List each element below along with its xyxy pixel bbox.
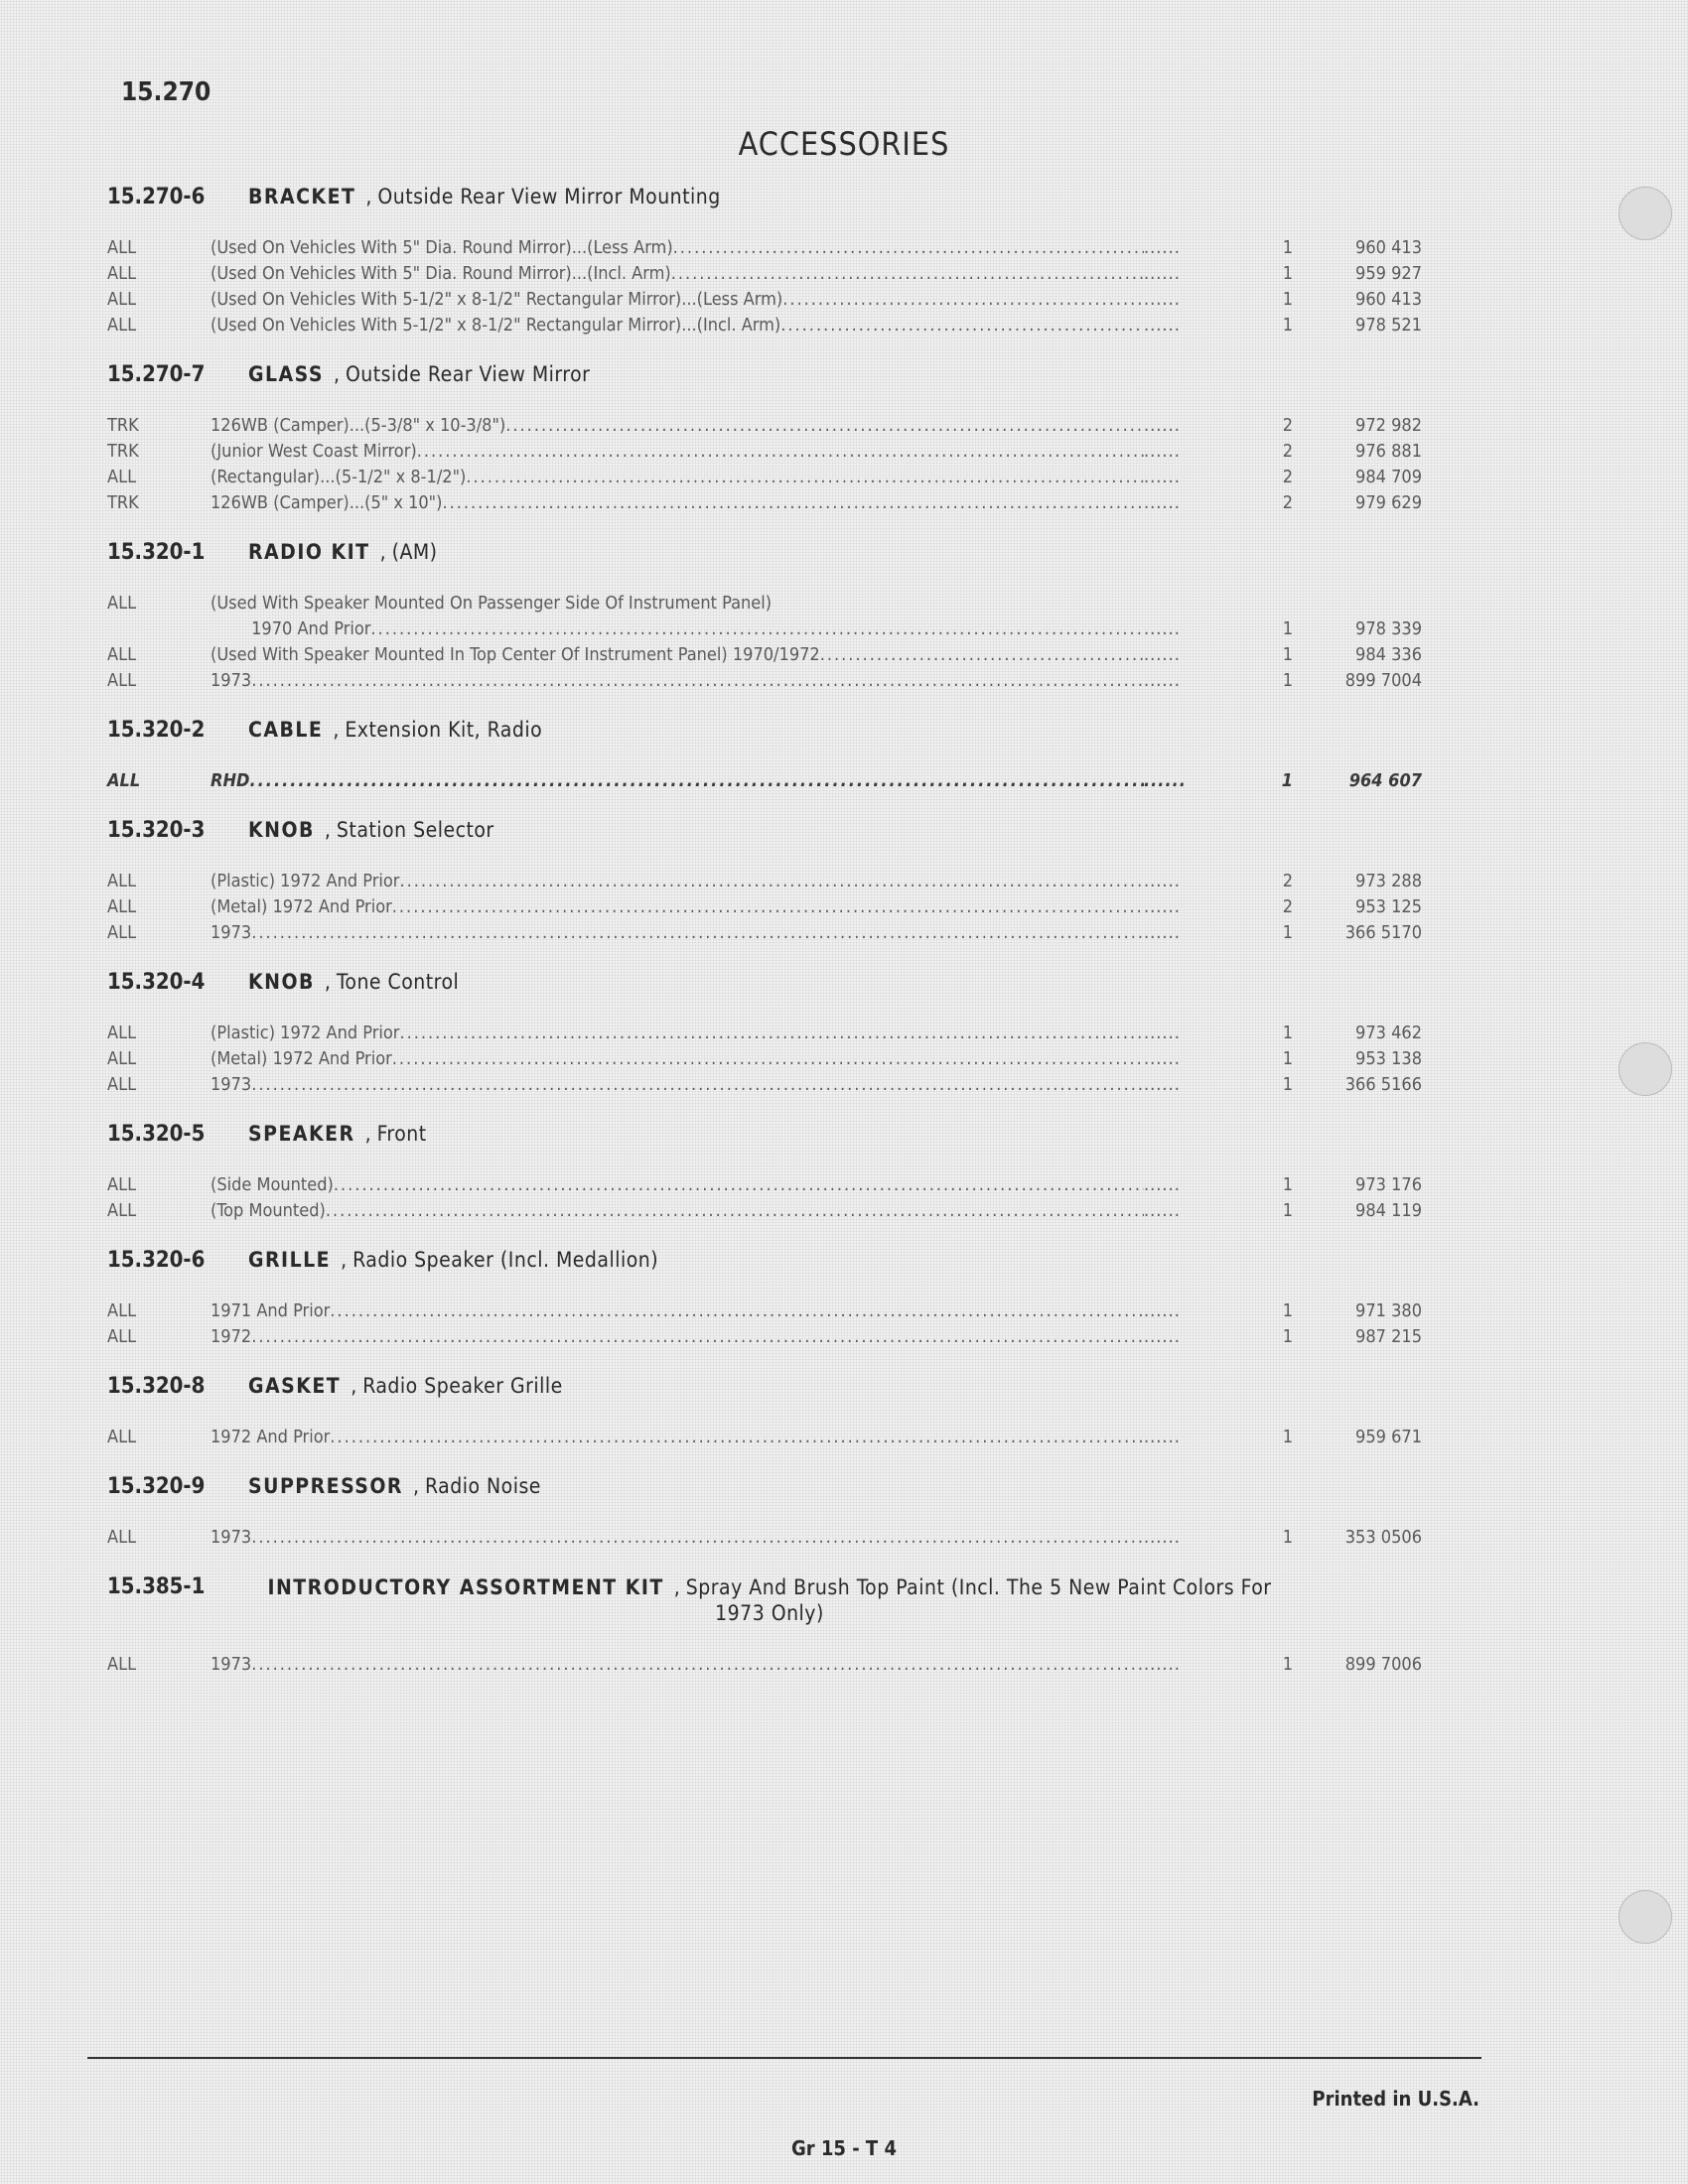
parts-list <box>107 185 1428 1702</box>
usage-text: 1970 And Prior <box>211 618 371 639</box>
dot-column: ...... <box>1144 644 1181 665</box>
usage-text: 1972 <box>211 1326 252 1347</box>
applicability: ALL <box>107 1300 137 1321</box>
usage-text: (Used On Vehicles With 5" Dia. Round Mirror)...(Less Arm) <box>211 237 673 258</box>
dot-leader <box>417 439 1144 465</box>
usage-text: (Plastic) 1972 And Prior <box>211 1023 400 1043</box>
dot-column <box>1144 591 1243 616</box>
usage-text: (Used With Speaker Mounted In Top Center Of Instrument Panel) 1970/1972 <box>211 644 820 665</box>
part-name: GRILLE <box>248 1248 332 1272</box>
usage-text: 126WB (Camper)...(5-3/8" x 10-3/8") <box>211 415 506 436</box>
dot-leader <box>249 768 1144 794</box>
part-name: SUPPRESSOR <box>248 1474 403 1498</box>
part-description: Radio Noise <box>424 1474 541 1498</box>
part-name: KNOB <box>248 970 315 994</box>
dot-column: ...... <box>1144 896 1181 917</box>
section-number: 15.385-1 <box>107 1574 206 1599</box>
dot-leader <box>399 869 1144 894</box>
dot-column: ...... <box>1144 1048 1181 1069</box>
part-row <box>107 869 1428 894</box>
part-usage <box>211 591 1144 616</box>
part-usage <box>211 894 1144 920</box>
part-number: 964 607 <box>1348 770 1422 791</box>
part-row <box>107 768 1428 794</box>
dot-leader <box>671 261 1144 287</box>
section-number: 15.320-5 <box>107 1122 206 1147</box>
dot-leader <box>772 591 1144 616</box>
quantity: 1 <box>1282 644 1293 665</box>
dot-leader <box>330 1298 1144 1324</box>
part-usage <box>211 1324 1144 1350</box>
part-usage <box>211 642 1144 668</box>
section <box>107 1248 1428 1350</box>
applicability: ALL <box>107 467 137 487</box>
part-number: 366 5166 <box>1344 1074 1422 1095</box>
usage-text: (Used On Vehicles With 5-1/2" x 8-1/2" Rectangular Mirror)...(Less Arm) <box>211 289 783 310</box>
applicability <box>107 616 211 642</box>
section-heading: 15.320-3 KNOB , Station Selector <box>107 818 494 843</box>
usage-text: (Side Mounted) <box>211 1174 334 1195</box>
quantity: 2 <box>1282 871 1293 891</box>
part-number: 978 521 <box>1355 315 1422 336</box>
part-number: 959 927 <box>1355 263 1422 284</box>
quantity: 1 <box>1281 770 1293 791</box>
quantity: 1 <box>1282 263 1293 284</box>
part-number: 971 380 <box>1355 1300 1422 1321</box>
quantity <box>1243 591 1293 616</box>
page-number: 15.270 <box>121 77 211 107</box>
section <box>107 185 1428 339</box>
part-usage <box>211 439 1144 465</box>
dot-leader <box>251 1525 1144 1551</box>
applicability: ALL <box>107 1074 137 1095</box>
part-number: 960 413 <box>1355 237 1422 258</box>
section <box>107 818 1428 946</box>
section <box>107 1574 1428 1678</box>
part-number: 899 7004 <box>1344 670 1422 691</box>
dot-leader <box>399 1021 1144 1046</box>
section-number: 15.320-1 <box>107 540 206 565</box>
part-usage <box>211 1172 1144 1198</box>
applicability: ALL <box>107 289 137 310</box>
section <box>107 718 1428 794</box>
applicability: ALL <box>107 1326 137 1347</box>
dot-column: ...... <box>1144 1527 1181 1548</box>
section-number: 15.320-9 <box>107 1474 206 1499</box>
usage-text: 1973 <box>211 1654 252 1675</box>
dot-column: ...... <box>1144 1654 1181 1675</box>
part-usage <box>211 413 1144 439</box>
part-number: 976 881 <box>1355 441 1422 462</box>
applicability: TRK <box>107 492 139 513</box>
part-row <box>107 439 1428 465</box>
quantity: 1 <box>1282 1074 1293 1095</box>
part-name: INTRODUCTORY ASSORTMENT KIT <box>267 1575 664 1599</box>
part-number: 960 413 <box>1355 289 1422 310</box>
quantity: 1 <box>1282 315 1293 336</box>
page-title: ACCESSORIES <box>738 125 950 163</box>
section-heading: 15.320-4 KNOB , Tone Control <box>107 970 460 995</box>
part-usage <box>211 261 1144 287</box>
section-heading: 15.320-1 RADIO KIT , (AM) <box>107 540 438 565</box>
part-number: 899 7006 <box>1344 1654 1422 1675</box>
usage-text: 1972 And Prior <box>211 1427 331 1447</box>
section-heading: 15.320-2 CABLE , Extension Kit, Radio <box>107 718 543 743</box>
part-number: 978 339 <box>1355 618 1422 639</box>
part-description: Extension Kit, Radio <box>345 718 543 742</box>
part-number: 979 629 <box>1355 492 1422 513</box>
dot-leader <box>251 920 1144 946</box>
dot-leader <box>820 642 1144 668</box>
part-number: 984 119 <box>1355 1200 1422 1221</box>
binder-hole-top <box>1618 187 1672 240</box>
part-row <box>107 1021 1428 1046</box>
part-description: Front <box>376 1122 427 1146</box>
printed-in-usa: Printed in U.S.A. <box>1312 2087 1479 2111</box>
part-row <box>107 1324 1428 1350</box>
quantity: 1 <box>1282 237 1293 258</box>
part-usage <box>211 1425 1144 1450</box>
usage-text: (Used On Vehicles With 5" Dia. Round Mirror)...(Incl. Arm) <box>211 263 671 284</box>
dot-leader <box>251 1324 1144 1350</box>
section-number: 15.320-3 <box>107 818 206 843</box>
part-name: GLASS <box>248 362 324 386</box>
applicability: ALL <box>107 1427 137 1447</box>
part-number: 973 288 <box>1355 871 1422 891</box>
quantity: 1 <box>1282 1200 1293 1221</box>
section-number: 15.320-2 <box>107 718 206 743</box>
quantity: 2 <box>1282 896 1293 917</box>
usage-text: (Rectangular)...(5-1/2" x 8-1/2") <box>211 467 467 487</box>
quantity: 2 <box>1282 415 1293 436</box>
usage-text: 1973 <box>211 922 252 943</box>
applicability: ALL <box>107 315 137 336</box>
section-heading: 15.320-8 GASKET , Radio Speaker Grille <box>107 1374 563 1399</box>
section-number: 15.270-7 <box>107 362 206 387</box>
dot-column: ...... <box>1144 315 1181 336</box>
part-row <box>107 1652 1428 1678</box>
section-number: 15.320-8 <box>107 1374 206 1399</box>
part-description: Spray And Brush Top Paint (Incl. The 5 New Paint Colors For 1973 Only) <box>685 1575 1272 1625</box>
dot-leader <box>466 465 1144 490</box>
dot-leader <box>251 668 1144 694</box>
applicability: TRK <box>107 441 139 462</box>
quantity: 1 <box>1282 1326 1293 1347</box>
part-row <box>107 1425 1428 1450</box>
part-row <box>107 1198 1428 1224</box>
dot-leader <box>673 235 1144 261</box>
dot-column: ...... <box>1144 618 1181 639</box>
section-number: 15.320-4 <box>107 970 206 995</box>
part-row <box>107 261 1428 287</box>
part-description: Station Selector <box>336 818 494 842</box>
quantity: 1 <box>1282 289 1293 310</box>
dot-leader <box>370 616 1144 642</box>
dot-column: ...... <box>1144 1074 1181 1095</box>
part-number: 366 5170 <box>1344 922 1422 943</box>
dot-column: ...... <box>1144 1326 1181 1347</box>
applicability: ALL <box>107 896 137 917</box>
dot-column: ...... <box>1144 289 1181 310</box>
section <box>107 1122 1428 1224</box>
section-heading: 15.320-5 SPEAKER , Front <box>107 1122 427 1147</box>
part-number: 972 982 <box>1355 415 1422 436</box>
part-row <box>107 235 1428 261</box>
section <box>107 362 1428 516</box>
section <box>107 1474 1428 1551</box>
part-row <box>107 287 1428 313</box>
part-number: 959 671 <box>1355 1427 1422 1447</box>
applicability: ALL <box>107 770 141 791</box>
section-heading: 15.270-6 BRACKET , Outside Rear View Mirror Mounting <box>107 185 721 209</box>
binder-hole-middle <box>1618 1042 1672 1096</box>
dot-leader <box>782 287 1144 313</box>
quantity: 1 <box>1282 1654 1293 1675</box>
dot-column: ...... <box>1144 770 1187 791</box>
quantity: 2 <box>1282 441 1293 462</box>
part-usage <box>211 1072 1144 1098</box>
section-heading: 15.320-9 SUPPRESSOR , Radio Noise <box>107 1474 541 1499</box>
usage-text: 1971 And Prior <box>211 1300 331 1321</box>
part-usage <box>211 1021 1144 1046</box>
part-usage <box>211 920 1144 946</box>
dot-leader <box>330 1425 1144 1450</box>
quantity: 1 <box>1282 618 1293 639</box>
part-usage <box>211 1525 1144 1551</box>
usage-text: RHD <box>211 770 250 791</box>
part-row <box>107 313 1428 339</box>
part-usage <box>211 869 1144 894</box>
applicability: ALL <box>107 263 137 284</box>
part-name: RADIO KIT <box>248 540 370 564</box>
part-description: Outside Rear View Mirror Mounting <box>377 185 721 208</box>
dot-leader <box>392 894 1144 920</box>
part-usage <box>211 465 1144 490</box>
part-name: KNOB <box>248 818 315 842</box>
dot-column: ...... <box>1144 1427 1181 1447</box>
part-name: BRACKET <box>248 185 356 208</box>
part-name: SPEAKER <box>248 1122 355 1146</box>
part-row <box>107 591 1428 616</box>
part-usage <box>211 768 1144 794</box>
dot-column: ...... <box>1144 263 1181 284</box>
part-row <box>107 1072 1428 1098</box>
quantity: 2 <box>1282 492 1293 513</box>
dot-leader <box>780 313 1144 339</box>
part-row <box>107 894 1428 920</box>
part-row <box>107 1046 1428 1072</box>
applicability: ALL <box>107 1654 137 1675</box>
part-description: Radio Speaker Grille <box>362 1374 563 1398</box>
dot-leader <box>442 490 1144 516</box>
part-name: CABLE <box>248 718 324 742</box>
applicability: ALL <box>107 1200 137 1221</box>
part-usage <box>211 490 1144 516</box>
part-usage <box>211 235 1144 261</box>
usage-text: 126WB (Camper)...(5" x 10") <box>211 492 443 513</box>
applicability: ALL <box>107 644 137 665</box>
usage-text: (Junior West Coast Mirror) <box>211 441 417 462</box>
dot-leader <box>326 1198 1144 1224</box>
part-description: Radio Speaker (Incl. Medallion) <box>352 1248 659 1272</box>
section-heading: 15.270-7 GLASS , Outside Rear View Mirror <box>107 362 591 387</box>
section-number: 15.320-6 <box>107 1248 206 1273</box>
usage-text: 1973 <box>211 1527 252 1548</box>
usage-text: 1973 <box>211 670 252 691</box>
section <box>107 540 1428 694</box>
part-row <box>107 920 1428 946</box>
binder-hole-bottom <box>1618 1890 1672 1944</box>
dot-column: ...... <box>1144 1300 1181 1321</box>
applicability: ALL <box>107 1023 137 1043</box>
usage-text: 1973 <box>211 1074 252 1095</box>
dot-column: ...... <box>1144 415 1181 436</box>
quantity: 2 <box>1282 467 1293 487</box>
part-row <box>107 413 1428 439</box>
group-code: Gr 15 - T 4 <box>791 2136 897 2160</box>
dot-leader <box>505 413 1144 439</box>
quantity: 1 <box>1282 1527 1293 1548</box>
quantity: 1 <box>1282 1023 1293 1043</box>
usage-text: (Used On Vehicles With 5-1/2" x 8-1/2" Rectangular Mirror)...(Incl. Arm) <box>211 315 781 336</box>
part-number: 973 176 <box>1355 1174 1422 1195</box>
part-usage <box>211 313 1144 339</box>
part-name: GASKET <box>248 1374 342 1398</box>
dot-column: ...... <box>1144 441 1181 462</box>
quantity: 1 <box>1282 1048 1293 1069</box>
part-usage <box>211 287 1144 313</box>
part-usage <box>211 1652 1144 1678</box>
section-heading: 15.385-1 INTRODUCTORY ASSORTMENT KIT , Spray And Brush Top Paint (Incl. The 5 New Paint Colors For 1973 Only) <box>107 1574 1272 1625</box>
part-row <box>107 1172 1428 1198</box>
usage-text: (Metal) 1972 And Prior <box>211 1048 392 1069</box>
applicability: ALL <box>107 237 137 258</box>
dot-column: ...... <box>1144 922 1181 943</box>
part-description: (AM) <box>391 540 438 564</box>
dot-leader <box>334 1172 1144 1198</box>
part-usage <box>211 1198 1144 1224</box>
dot-column: ...... <box>1144 871 1181 891</box>
usage-text: (Plastic) 1972 And Prior <box>211 871 400 891</box>
quantity: 1 <box>1282 1427 1293 1447</box>
part-row <box>107 465 1428 490</box>
part-usage <box>211 1046 1144 1072</box>
dot-column: ...... <box>1144 1200 1181 1221</box>
quantity: 1 <box>1282 922 1293 943</box>
applicability: ALL <box>107 1174 137 1195</box>
part-description: Outside Rear View Mirror <box>345 362 591 386</box>
part-row <box>107 1525 1428 1551</box>
part-number <box>1293 591 1422 616</box>
dot-column: ...... <box>1144 492 1181 513</box>
dot-leader <box>251 1652 1144 1678</box>
applicability: TRK <box>107 415 139 436</box>
usage-text: (Used With Speaker Mounted On Passenger Side Of Instrument Panel) <box>211 593 773 614</box>
dot-leader <box>392 1046 1144 1072</box>
applicability: ALL <box>107 871 137 891</box>
usage-text: (Top Mounted) <box>211 1200 326 1221</box>
part-description: Tone Control <box>336 970 460 994</box>
part-number: 984 336 <box>1355 644 1422 665</box>
section <box>107 970 1428 1098</box>
quantity: 1 <box>1282 670 1293 691</box>
part-usage <box>211 616 1144 642</box>
part-row <box>107 1298 1428 1324</box>
part-row <box>107 490 1428 516</box>
applicability: ALL <box>107 593 137 614</box>
applicability: ALL <box>107 670 137 691</box>
part-usage <box>211 668 1144 694</box>
part-row <box>107 668 1428 694</box>
section-heading: 15.320-6 GRILLE , Radio Speaker (Incl. Medallion) <box>107 1248 659 1273</box>
part-number: 973 462 <box>1355 1023 1422 1043</box>
part-number: 953 125 <box>1355 896 1422 917</box>
dot-column: ...... <box>1144 467 1181 487</box>
part-number: 987 215 <box>1355 1326 1422 1347</box>
section-number: 15.270-6 <box>107 185 206 209</box>
usage-text: (Metal) 1972 And Prior <box>211 896 392 917</box>
quantity: 1 <box>1282 1300 1293 1321</box>
applicability: ALL <box>107 1048 137 1069</box>
quantity: 1 <box>1282 1174 1293 1195</box>
part-number: 953 138 <box>1355 1048 1422 1069</box>
part-usage <box>211 1298 1144 1324</box>
part-row <box>107 616 1428 642</box>
footer-rule <box>87 2057 1481 2059</box>
dot-leader <box>251 1072 1144 1098</box>
dot-column: ...... <box>1144 670 1181 691</box>
part-number: 353 0506 <box>1344 1527 1422 1548</box>
dot-column: ...... <box>1144 237 1181 258</box>
part-number: 984 709 <box>1355 467 1422 487</box>
section <box>107 1374 1428 1450</box>
applicability: ALL <box>107 922 137 943</box>
dot-column: ...... <box>1144 1023 1181 1043</box>
applicability: ALL <box>107 1527 137 1548</box>
dot-column: ...... <box>1144 1174 1181 1195</box>
part-row <box>107 642 1428 668</box>
